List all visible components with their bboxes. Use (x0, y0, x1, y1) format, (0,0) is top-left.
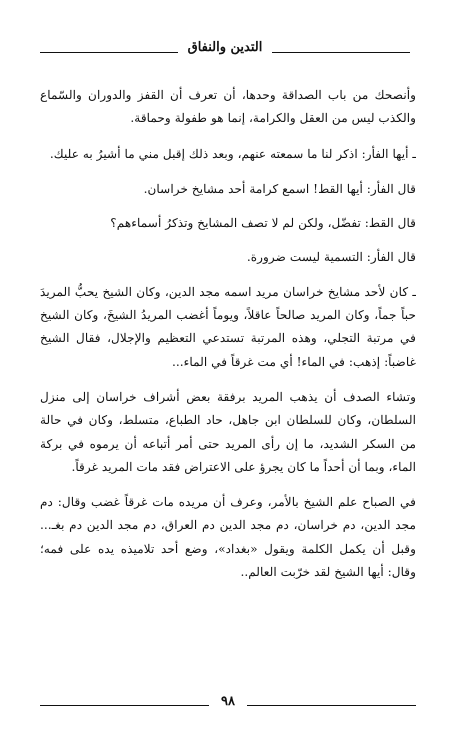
paragraph-4: قال القط: تفضّل، ولكن لم لا تصف المشايخ وتذكرُ أسماءهم؟ (110, 216, 416, 231)
paragraph-3: قال الفأر: أيها القط! اسمع كرامة أحد مشايخ خراسان. (143, 181, 416, 196)
header-rule-left (40, 52, 178, 53)
header-title: التدين والنفاق (187, 39, 263, 55)
page-footer (40, 690, 416, 712)
paragraph-2: ـ أيها الفأر: اذكر لنا ما سمعته عنهم، وبعد ذلك إقبل مني ما أشيرُ به عليك. (49, 146, 416, 161)
paragraph-8: في الصباح علم الشيخ بالأمر، وعرف أن مريده مات غرقاً غضب وقال: دم مجد الدين، دم خراسان، دم مجد الدين دم العراق، دم مجد الدين دم بغـ... وقبل أن يكمل الكلمة ويقول «بغداد»، وضع أحد تلاميذه يده على فمه؛ وقال: أيها الشيخ لقد خرّبت العالم.. (40, 495, 416, 580)
footer-rule-right (247, 705, 416, 706)
footer-rule-left (40, 705, 209, 706)
paragraph-5: قال الفأر: التسمية ليست ضرورة. (246, 250, 416, 265)
paragraph-6: ـ كان لأحد مشايخ خراسان مريد اسمه مجد الدين، وكان الشيخ يحبُّ المريدَ حباً جماً، وكان المريد صالحاً عاقلاً، ويوماً أغضب المريدُ الشيخَ، وكان الشيخ في مرتبة التجلي، وهذه المرتبة تستدعي التعظيم والإجلال، فقال الشيخ غاضباً: إذهب: في الماء! أي مت غرقاً في الماء... (40, 284, 416, 369)
page-number: ٩٨ (221, 693, 235, 709)
paragraph-1: وأنصحك من باب الصداقة وحدها، أن تعرف أن القفز والدوران والسّماع والكذب ليس من العقل والكرامة، إنما هو طفولة وحماقة. (40, 88, 416, 126)
paragraph-7: وتشاء الصدف أن يذهب المريد برفقة بعض أشراف خراسان إلى منزل السلطان، وكان للسلطان ابن جاهل، حاد الطباع، متسلط، وكان في حالة من السكر الشديد، ما إن رأى المريد حتى أمر أتباعه أن يرموه في بركة الماء، وبما أن أحداً ما كان يجرؤ على الاعتراض فقد مات المريد غرقاً. (40, 389, 416, 474)
running-header (40, 36, 410, 58)
page-body (40, 84, 416, 596)
header-rule-right (272, 52, 410, 53)
